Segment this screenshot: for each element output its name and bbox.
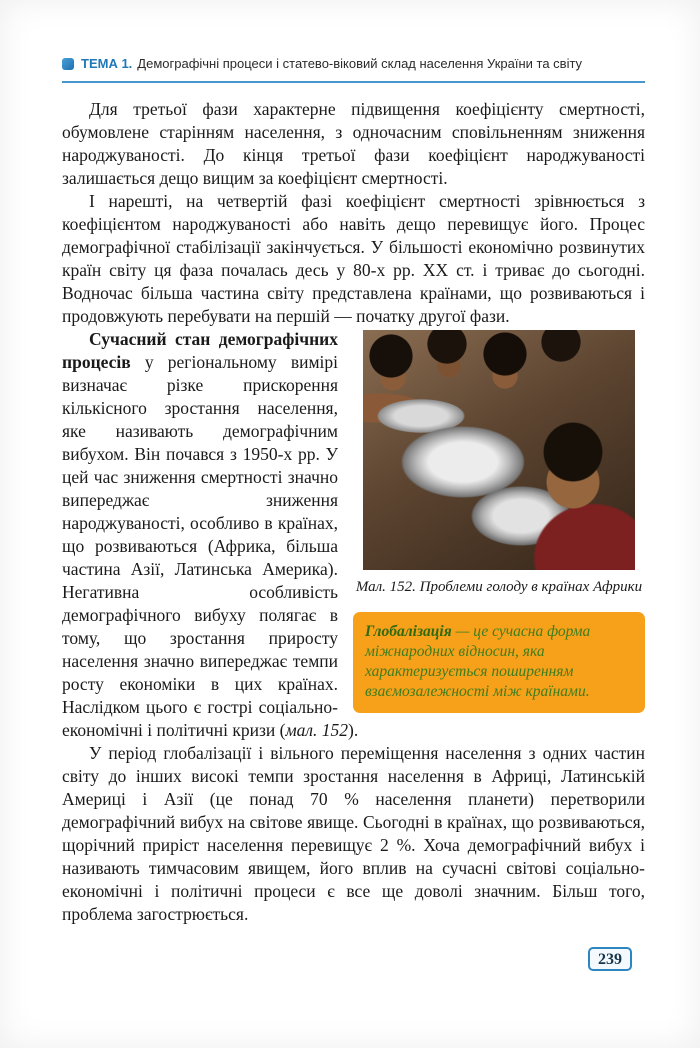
figure-caption-label: Мал. 152. — [355, 579, 416, 595]
definition-box — [353, 612, 645, 713]
header-divider — [62, 81, 645, 83]
famine-children-photo — [363, 330, 635, 570]
theme-title: Демографічні процеси і статево-віковий склад населення України та світу — [137, 56, 583, 71]
definition-text: — це сучасна форма міжнародних відносин, яка характеризується поширенням взаємозалежності між країнами. — [365, 623, 591, 700]
page-content — [62, 98, 645, 926]
figure-caption — [353, 578, 645, 597]
figure-reference: мал. 152 — [285, 720, 349, 740]
paragraph-third-phase: Для третьої фази характерне підвищення коефіцієнту смертності, обумовлене старінням населення, з одночасним сповільненням зниження народжуваності. До кінця третьої фази коефіцієнт народжуваності залишається дещо вищим за коефіцієнт смертності. — [62, 99, 645, 188]
paragraph-lead-bold: Сучасний стан демографічних процесів — [62, 329, 338, 372]
theme-bullet-icon — [62, 58, 74, 70]
page-number: 239 — [588, 947, 632, 971]
theme-label: ТЕМА 1. — [81, 56, 133, 71]
figure-column — [353, 328, 645, 713]
paragraph-fourth-phase: І нарешті, на четвертій фазі коефіцієнт смертності зрівнюється з коефіцієнтом народжуваності або навіть дещо перевищує його. Процес демографічної стабілізації закінчується. У більшості економічно розвинутих країн світу ця фаза почалась десь у 80-х рр. ХХ ст. і триває до сьогодні. Водночас більша частина світу представлена країнами, що розвиваються і продовжують перебувати на першій — початку другої фази. — [62, 191, 645, 326]
page-header — [62, 56, 645, 72]
figure-caption-text: Проблеми голоду в країнах Африки — [415, 579, 643, 595]
paragraph-globalization: У період глобалізації і вільного переміщення населення з одних частин світу до інших високі темпи зростання населення в Африці, Латинській Америці і Азії (це понад 70 % населення планети) перетворили демографічний вибух на світове явище. Сьогодні в країнах, що розвиваються, щорічний приріст населення перевищує 2 %. Хоча демографічний вибух і називають тимчасовим явищем, його вплив на сучасні світові соціально-економічні і політичні процеси є все ще доволі значним. Більш того, проблема загострюється. — [62, 743, 645, 924]
definition-term: Глобалізація — [365, 623, 452, 640]
paragraph-body-text: у регіональному вимірі визначає різке прискорення кількісного зростання населення, яке називають демографічним вибухом. Він почався з 1950-х рр. У цей час зниження смертності значно випереджає зниження народжуваності, особливо в країнах, що розвиваються (Африка, більша частина Азії, Латинська Америка). Негативна особливість демографічного вибуху полягає в тому, що зростання приросту населення значно випереджає темпи росту економіки в цих країнах. Наслідком цього є гострі соціально-економічні і політичні кризи ( — [62, 352, 338, 740]
figure-152 — [353, 330, 645, 597]
paragraph-closing: ). — [348, 720, 359, 740]
